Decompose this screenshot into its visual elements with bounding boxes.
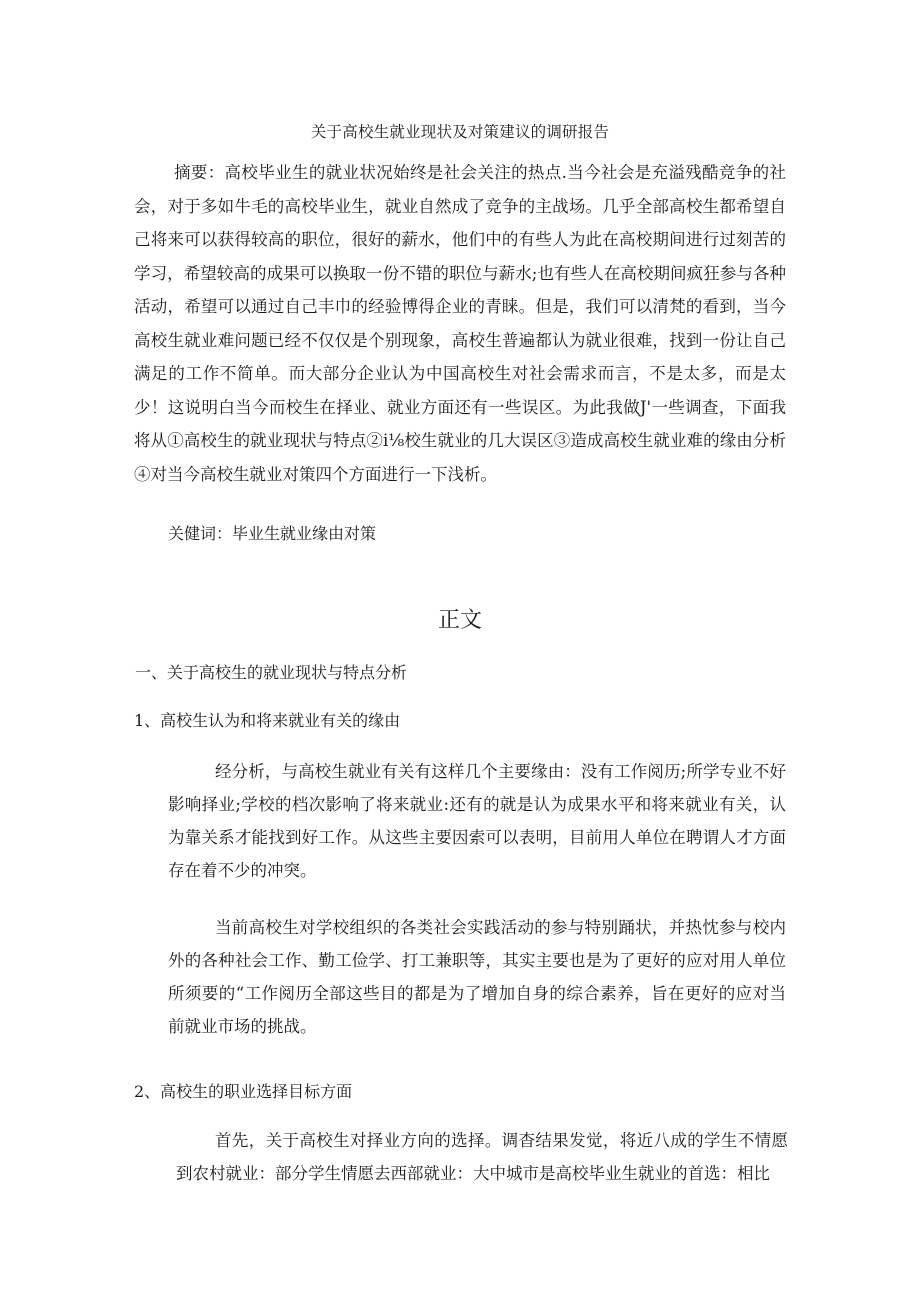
body-paragraph: 首先，关于高校生对择业方向的选择。调杳结果发觉，将近八成的学生不情愿到农村就业：部分学生情愿去西部就业：大中城市是高校毕业生就业的首选：相比 (176, 1131, 788, 1183)
subsection-heading-1-1: 1、高校生认为和将来就业有关的缘由 (134, 711, 401, 730)
section-heading-1: 一、关于高校生的就业现状与特点分析 (135, 663, 408, 682)
abstract-paragraph: 摘要：高校毕业生的就业状况始终是社会关注的热点.当今社会是充溢残酷竞争的社会，对于多如牛毛的高校毕业生，就业自然成了竞争的主战场。几乎全部高校生都希望自己将来可以获得较高的职位，很好的薪水，他们中的有些人为此在高校期间进行过刻苦的学习，希望较高的成果可以换取一份不错的职位与薪水;也有些人在高校期间疯狂参与各种活动，希望可以通过自己丰巾的经验博得企业的青睐。但是，我们可以清梵的看到，当今高校生就业难问题已经不仅仅是个别现象，高校生普遍都认为就业很难，找到一份让自己满足的工作不简单。而大部分企业认为中国高校生对社会需求而言，不是太多，而是太少！这说明白当今而校生在择业、就业方面还有一些误区。为此我做J'一些调查，下面我将从①高校生的就业现状与特点②i⅛校生就业的几大误区③造成高校生就业难的缘由分析④对当今高校生就业对策四个方面进行一下浅析。 (134, 163, 786, 484)
keywords-line: 关健词：毕业生就业缘由对策 (168, 524, 377, 543)
body-paragraph: 经分析，与高校生就业有关有这样几个主要缘由：没有工作阅历;所学专业不好影响择业;学校的档次影响了将来就业:还有的就是认为成果水平和将来就业有关，认为靠关系才能找到好工作。从这些主要因索可以表明，目前用人单位在聘谓人才方面存在着不少的冲突。 (168, 762, 786, 880)
subsection-heading-1-2: 2、高校生的职业选择目标方面 (134, 1082, 353, 1101)
body-paragraph: 当前高校生对学校组织的各类社会实践活动的参与特别踊状，并热忱参与校内外的各种社会工作、勤工俭学、打工兼职等，其实主要也是为了更好的应对用人单位所须要的“工作阅历全部这些目的都是为了增加自身的综合素养，旨在更好的应对当前就业市场的挑战。 (168, 918, 786, 1036)
document-title: 关于高校生就业现状及对策建议的调研报告 (310, 123, 610, 141)
main-body-title: 正文 (437, 608, 482, 633)
